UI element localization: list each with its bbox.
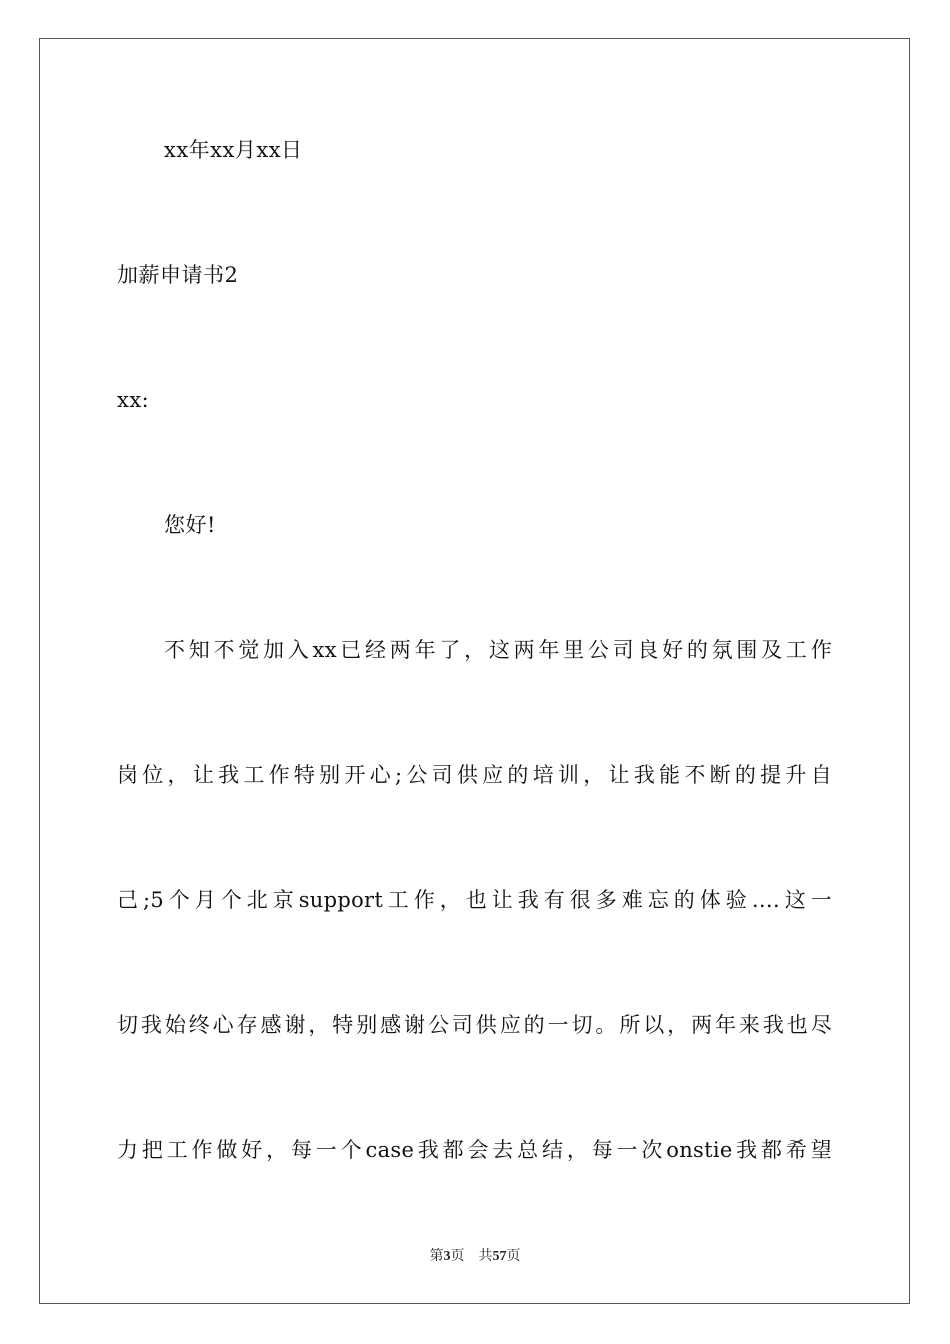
- page-footer: [0, 1247, 950, 1267]
- date-line: xx年xx月xx日: [164, 138, 303, 162]
- body-line-3: 己;5个月个北京support工作，也让我有很多难忘的体验….这一: [117, 888, 832, 912]
- body-line-2: 岗位，让我工作特别开心;公司供应的培训，让我能不断的提升自: [117, 763, 832, 787]
- page-border: [39, 38, 910, 1304]
- total-prefix: 共: [478, 1249, 493, 1264]
- page-number: 3: [443, 1249, 451, 1264]
- section-title: 加薪申请书2: [117, 263, 239, 287]
- page-prefix: 第: [429, 1249, 444, 1264]
- body-line-4: 切我始终心存感谢，特别感谢公司供应的一切。所以，两年来我也尽: [117, 1013, 832, 1037]
- total-pages: 57: [492, 1249, 507, 1264]
- body-line-1: 不知不觉加入xx已经两年了，这两年里公司良好的氛围及工作: [164, 638, 832, 662]
- greeting: 您好!: [164, 513, 216, 537]
- salutation: xx:: [117, 388, 150, 412]
- body-line-5: 力把工作做好，每一个case我都会去总结，每一次onstie我都希望: [117, 1138, 832, 1162]
- total-suffix: 页: [506, 1249, 521, 1264]
- page-suffix: 页: [450, 1249, 465, 1264]
